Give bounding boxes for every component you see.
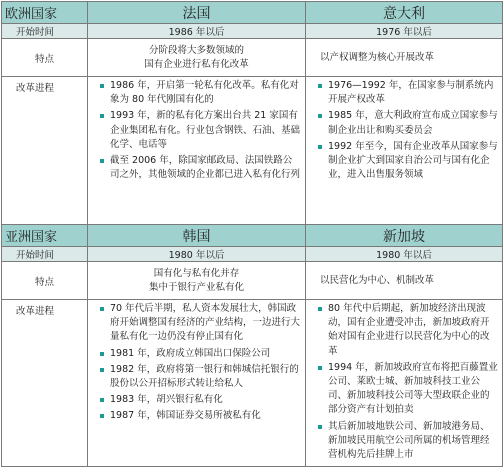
region-label: 欧洲国家 xyxy=(2,2,88,24)
france-start-time: 1986 年以后 xyxy=(88,24,306,39)
singapore-feature: 以民营化为中心、机制改革 xyxy=(306,262,503,300)
list-item: 1981 年，政府成立韩国出口保险公司 xyxy=(100,347,301,361)
korea-reforms xyxy=(88,300,306,467)
country-title-singapore: 新加坡 xyxy=(306,225,503,247)
list-item: 1986 年，开启第一轮私有化改革。私有化对象为 80 年代刚国有化的 xyxy=(100,79,301,107)
country-title-korea: 韩国 xyxy=(88,225,306,247)
italy-reforms xyxy=(306,77,503,225)
reform-label: 改革进程 xyxy=(2,77,88,225)
list-item: 1976—1992 年，在国家参与制系统内开展产权改革 xyxy=(318,79,498,107)
region-label: 亚洲国家 xyxy=(2,225,88,247)
reform-row xyxy=(2,300,503,467)
start-time-row xyxy=(2,24,503,39)
korea-start-time: 1980 年以后 xyxy=(88,247,306,262)
list-item: 1992 年至今，国有企业改革从国家参与制企业扩大到国家自治公司与国有化企业，进入出售服务领域 xyxy=(318,140,498,183)
italy-feature: 以产权调整为核心开展改革 xyxy=(306,39,503,77)
france-feature-line2: 国有企业进行私有化改革 xyxy=(144,58,249,70)
france-feature-line1: 分阶段将大多数领域的 xyxy=(148,44,244,56)
list-item: 1983 年，胡兴银行私有化 xyxy=(100,393,301,407)
feature-row xyxy=(2,39,503,77)
country-title-france: 法国 xyxy=(88,2,306,24)
list-item: 70 年代后半期，私人资本发展壮大，韩国政府开始调整国有经济的产业结构，一边进行大量私有化一边仍没有停止国有化 xyxy=(100,302,301,345)
list-item: 80 年代中后期起，新加坡经济出现波动，国有企业遭受冲击，新加坡政府开始对国有企业进行以民营化为中心的改革 xyxy=(318,302,498,359)
list-item: 其后新加坡地铁公司、新加坡港务局、新加坡民用航空公司所属的机场管理经营机构先后挂牌上市 xyxy=(318,420,498,463)
korea-feature-line2: 集中于银行产业私有化 xyxy=(148,281,244,293)
section-header-europe xyxy=(2,2,503,24)
singapore-start-time: 1980 年以后 xyxy=(306,247,503,262)
feature-label: 特点 xyxy=(2,262,88,300)
start-time-label: 开始时间 xyxy=(2,247,88,262)
list-item: 1985 年，意大利政府宣布成立国家参与制企业出让和购买委员会 xyxy=(318,109,498,137)
start-time-label: 开始时间 xyxy=(2,24,88,39)
list-item: 1994 年，新加坡政府宣布将把百藤置业公司、莱欧士城、新加坡科技工业公司、新加坡科技公司等大型政联企业的部分资产有计划拍卖 xyxy=(318,361,498,418)
list-item: 1993 年，新的私有化方案出台共 21 家国有企业集团私有化。行业包含钢铁、石油、基础化学、电话等 xyxy=(100,109,301,152)
france-feature xyxy=(88,39,306,77)
korea-feature xyxy=(88,262,306,300)
korea-feature-line1: 国有化与私有化并存 xyxy=(153,267,240,279)
start-time-row xyxy=(2,247,503,262)
list-item: 截至 2006 年，除国家邮政局、法国铁路公司之外，其他领域的企业都已进入私有化行列 xyxy=(100,154,301,182)
country-title-italy: 意大利 xyxy=(306,2,503,24)
singapore-reforms xyxy=(306,300,503,467)
list-item: 1987 年，韩国证券交易所被私有化 xyxy=(100,409,301,423)
feature-row xyxy=(2,262,503,300)
reform-row xyxy=(2,77,503,225)
list-item: 1982 年，政府将第一银行和韩城信托银行的股份以公开招标形式转让给私人 xyxy=(100,363,301,391)
comparison-table xyxy=(1,1,503,467)
france-reforms xyxy=(88,77,306,225)
section-header-asia xyxy=(2,225,503,247)
reform-label: 改革进程 xyxy=(2,300,88,467)
italy-start-time: 1976 年以后 xyxy=(306,24,503,39)
feature-label: 特点 xyxy=(2,39,88,77)
